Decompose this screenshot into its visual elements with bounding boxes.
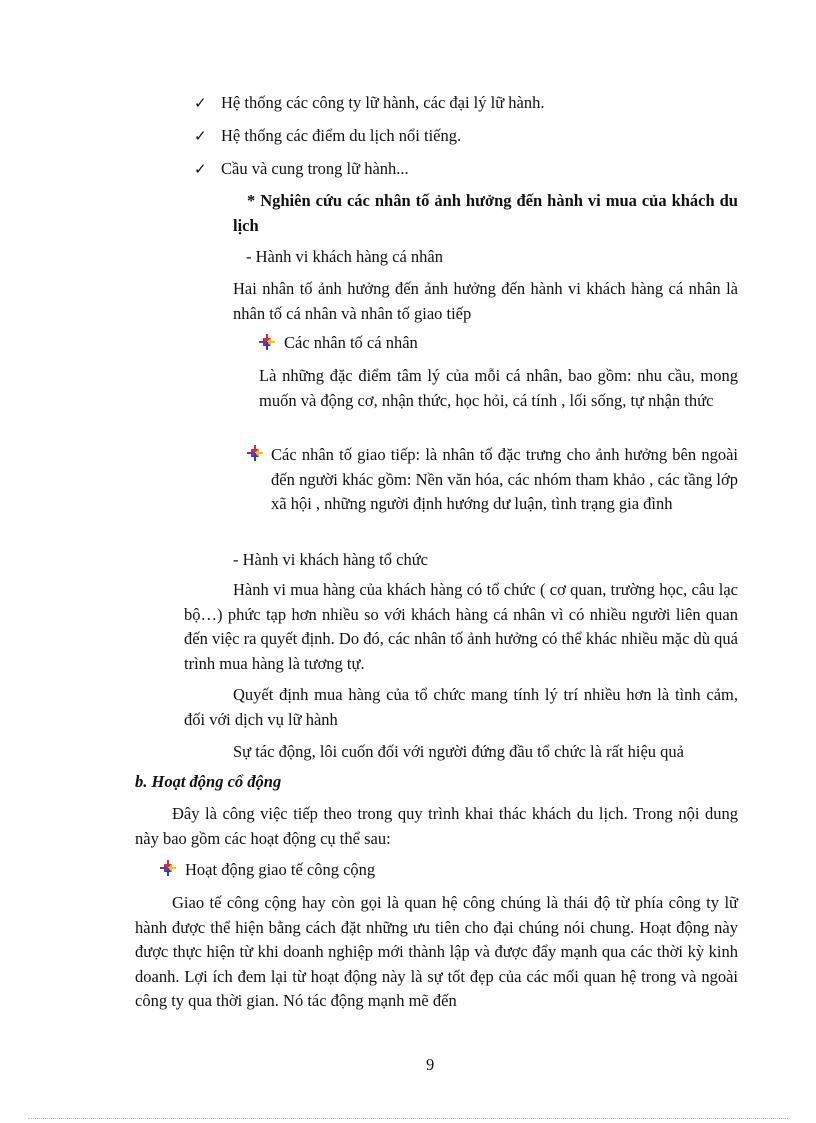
organization-paragraph-1: Hành vi mua hàng của khách hàng có tổ chức ( cơ quan, trường học, câu lạc bộ…) phức tạp hơn nhiều so với khách hàng cá nhân vì có nhiều người liên quan đến việc ra quyết định. Do đó, các nhân tố ảnh hưởng có thể khác nhiều mặc dù quá trình mua hàng là tương tự. — [184, 580, 738, 673]
individual-heading: - Hành vi khách hàng cá nhân — [246, 247, 444, 266]
checklist-item: Hệ thống các điểm du lịch nổi tiếng. — [221, 126, 462, 145]
social-factors-text: Các nhân tố giao tiếp: là nhân tố đặc trưng cho ảnh hưởng bên ngoài đến người khác gồm: Nền văn hóa, các nhóm tham khảo , các tầng lớp xã hội , những người định hướng dư luận, tình trạng gia đình — [271, 445, 738, 513]
organization-paragraph-3: Sự tác động, lôi cuốn đối với người đứng đầu tổ chức là rất hiệu quả — [233, 742, 684, 761]
checklist-item: Cầu và cung trong lữ hành... — [221, 159, 409, 178]
page-number: 9 — [426, 1055, 435, 1074]
page-bottom-divider — [28, 1118, 788, 1119]
four-arrow-bullet-icon — [259, 334, 275, 350]
personal-factors-text: Là những đặc điểm tâm lý của mỗi cá nhân, bao gồm: nhu cầu, mong muốn và động cơ, nhận thức, học hỏi, cá tính , lối sống, tự nhận thức — [259, 366, 738, 410]
check-icon: ✓ — [194, 127, 207, 145]
check-icon: ✓ — [194, 94, 207, 112]
checklist-item: Hệ thống các công ty lữ hành, các đại lý lữ hành. — [221, 93, 545, 112]
section-heading: b. Hoạt động cổ động — [135, 772, 282, 791]
organization-paragraph-2: Quyết định mua hàng của tổ chức mang tính lý trí nhiều hơn là tình cảm, đối với dịch vụ lữ hành — [184, 685, 738, 729]
four-arrow-bullet-icon — [160, 860, 176, 876]
individual-intro: Hai nhân tố ảnh hưởng đến ảnh hưởng đến hành vi khách hàng cá nhân là nhân tố cá nhân và nhân tố giao tiếp — [233, 279, 738, 323]
organization-heading: - Hành vi khách hàng tổ chức — [233, 550, 428, 569]
personal-factors-label: Các nhân tố cá nhân — [284, 333, 418, 352]
research-heading: * Nghiên cứu các nhân tố ảnh hưởng đến hành vi mua của khách du lịch — [233, 191, 738, 235]
check-icon: ✓ — [194, 160, 207, 178]
section-intro: Đây là công việc tiếp theo trong quy trình khai thác khách du lịch. Trong nội dung này bao gồm các hoạt động cụ thể sau: — [135, 804, 738, 848]
public-relations-body: Giao tế công cộng hay còn gọi là quan hệ công chúng là thái độ từ phía công ty lữ hành được thể hiện bằng cách đặt những ưu tiên cho đại chúng nói chung. Hoạt động này được thực hiện từ khi doanh nghiệp mới thành lập và được đẩy mạnh qua các thời kỳ kinh doanh. Lợi ích đem lại từ hoạt động này là sự tốt đẹp của các mối quan hệ trong và ngoài công ty qua thời gian. Nó tác động mạnh mẽ đến — [135, 893, 738, 1010]
four-arrow-bullet-icon — [247, 445, 263, 461]
public-relations-label: Hoạt động giao tế công cộng — [185, 860, 376, 879]
